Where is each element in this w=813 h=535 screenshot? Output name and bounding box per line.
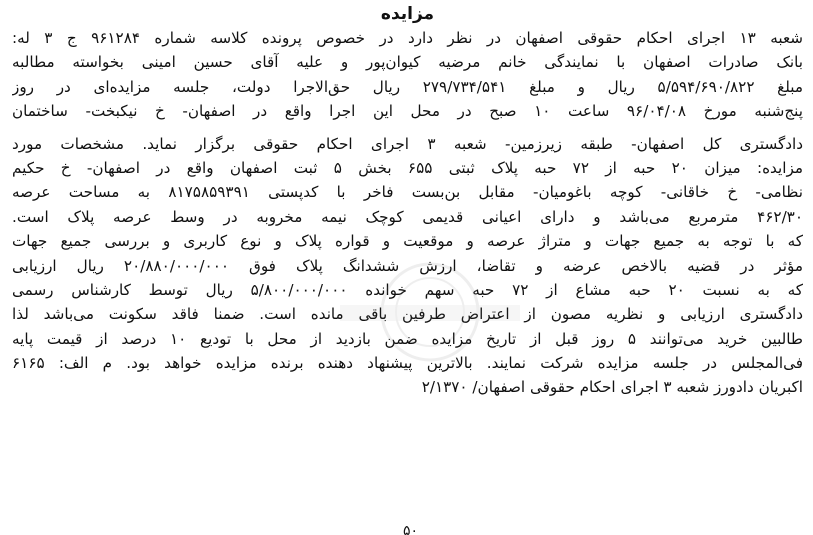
notice-line: مزایده: میزان ۲۰ حبه از ۷۲ حبه پلاک ثبتی ۶۵۵ بخش ۵ ثبت اصفهان واقع در اصفهان- خ حکیم [12,158,803,177]
notice-title: مزایده [380,4,435,24]
paragraph-gap [12,124,803,132]
notice-line: که با توجه به جمیع جهات و متراژ عرصه و موقعیت و قواره پلاک و نوع کاربری و بررسی جمیع جهات [12,232,803,251]
notice-line: مؤثر در قضیه بالاخص عرضه و تقاضا، ارزش ششدانگ پلاک فوق ۲۰/۸۸۰/۰۰۰/۰۰۰ ریال ارزیابی [12,256,803,275]
notice-line: بانک صادرات اصفهان با نمایندگی خانم مرضیه کیوان‌پور و علیه آقای حسین امینی بخواسته مطالبه [12,53,803,72]
notice-line: پنج‌شنبه مورخ ۹۶/۰۴/۰۸ ساعت ۱۰ صبح در محل این اجرا واقع در اصفهان- خ نیکبخت- ساختمان [12,102,803,121]
notice-body [12,26,803,400]
notice-line: مبلغ ۵/۵۹۴/۶۹۰/۸۲۲ ریال و مبلغ ۲۷۹/۷۳۴/۵۴۱ ریال حق‌الاجرا دولت، جلسه مزایده‌ای در روز [12,77,803,96]
notice-line-signature: اکبریان دادورز شعبه ۳ اجرای احکام حقوقی اصفهان/ ۲/۱۳۷۰ [421,378,803,397]
notice-line: شعبه ۱۳ اجرای احکام حقوقی اصفهان در نظر دارد در خصوص پرونده کلاسه شماره ۹۶۱۲۸۴ ج ۳ له: [12,29,803,47]
cropped-text-fragment: ۵۰ [403,526,419,535]
notice-line: نظامی- خ خاقانی- کوچه باغومیان- مقابل بن‌بست فاخر با کدپستی ۸۱۷۵۸۵۹۳۹۱ به مساحت عرصه [12,183,803,202]
notice-line: که به نسبت ۲۰ حبه مشاع از ۷۲ حبه سهم خوانده ۵/۸۰۰/۰۰۰/۰۰۰ ریال توسط کارشناس رسمی [12,280,803,299]
notice-line: ۴۶۲/۳۰ مترمربع می‌باشد و دارای اعیانی قدیمی کوچک نیمه مخروبه در وسط عرصه پلاک است. [12,207,803,226]
notice-line: دادگستری ارزیابی و نظریه مصون از اعتراض طرفین باقی مانده است. ضمنا فاقد سکونت می‌باشد لذا [12,305,803,324]
notice-line: فی‌المجلس در جلسه مزایده شرکت نمایند. بالاترین پیشنهاد دهنده برنده مزایده خواهد بود. م الف: ۶۱۶۵ [12,354,803,373]
notice-line: دادگستری کل اصفهان- طبقه زیرزمین- شعبه ۳ اجرای احکام حقوقی برگزار نماید. مشخصات مورد [12,134,803,153]
notice-line: طالبین خرید می‌توانند ۵ روز قبل از تاریخ مزایده ضمن بازدید از محل با تودیع ۱۰ درصد از قیمت پایه [12,329,803,348]
